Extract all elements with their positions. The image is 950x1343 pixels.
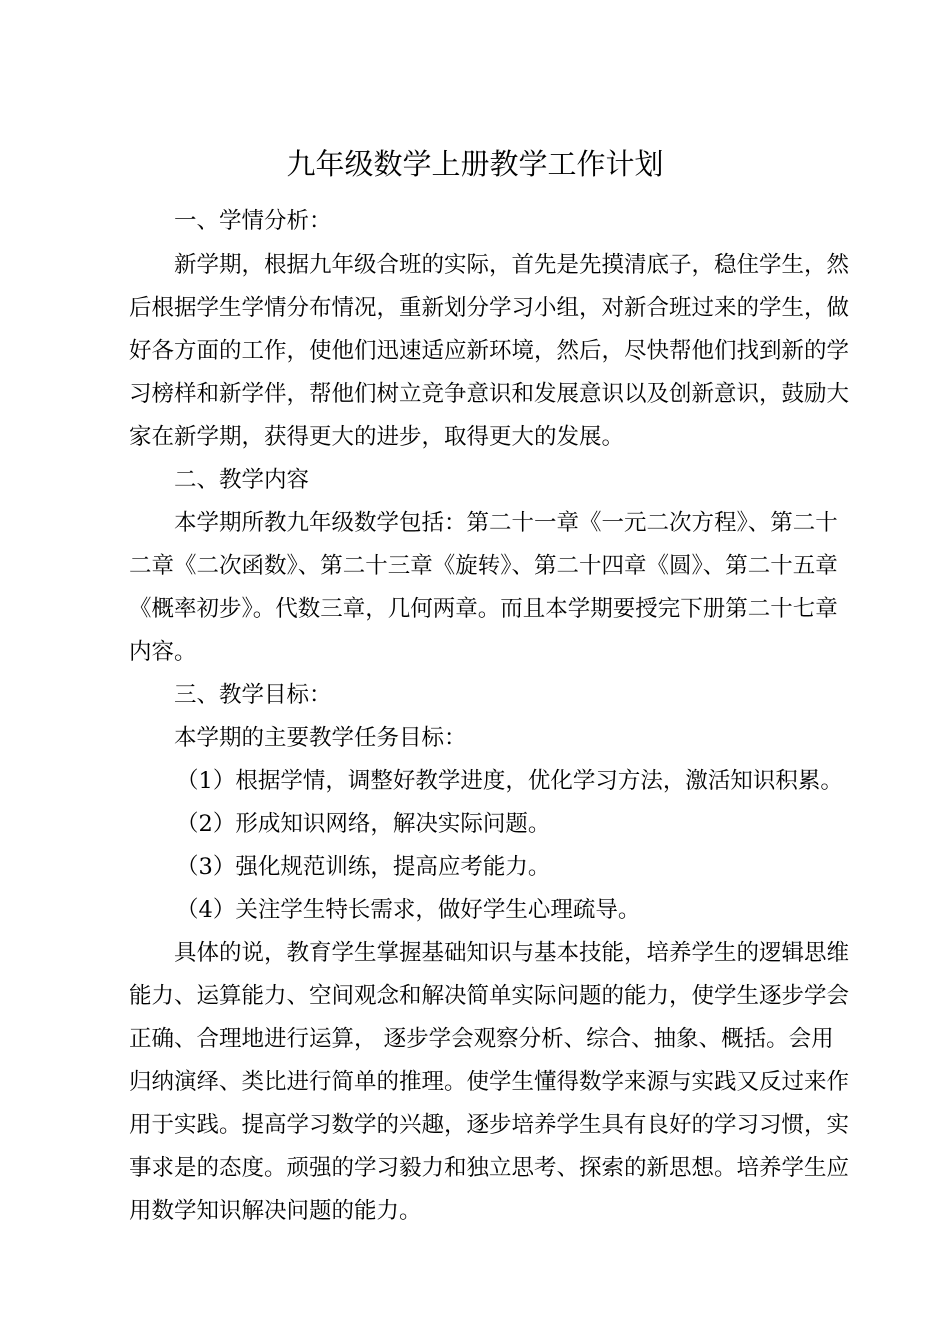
paragraph-line: 二章《二次函数》、第二十三章《旋转》、第二十四章《圆》、第二十五章 [129,553,838,579]
section-heading-learning-analysis: 一、学情分析： [174,208,332,234]
paragraph-line: 后根据学生学情分布情况，重新划分学习小组，对新合班过来的学生，做 [129,295,850,321]
paragraph-line: 正确、合理地进行运算， 逐步学会观察分析、综合、抽象、概括。会用 [129,1026,834,1052]
paragraph-line: 习榜样和新学伴，帮他们树立竞争意识和发展意识以及创新意识，鼓励大 [129,381,850,407]
paragraph-line: 本学期所教九年级数学包括：第二十一章《一元二次方程》、第二十 [174,510,838,536]
paragraph-line: 好各方面的工作，使他们迅速适应新环境，然后，尽快帮他们找到新的学 [129,338,850,364]
goal-item-1: （1）根据学情，调整好教学进度，优化学习方法，激活知识积累。 [176,768,843,794]
paragraph-line: 内容。 [129,639,197,665]
paragraph-line: 能力、运算能力、空间观念和解决简单实际问题的能力，使学生逐步学会 [129,983,850,1009]
document-title: 九年级数学上册教学工作计划 [286,147,664,181]
goal-item-2: （2）形成知识网络，解决实际问题。 [176,811,551,837]
paragraph-line: 用数学知识解决问题的能力。 [129,1198,422,1224]
paragraph-line: 新学期，根据九年级合班的实际，首先是先摸清底子，稳住学生，然 [174,252,850,278]
section-heading-teaching-goals: 三、教学目标： [174,682,332,708]
goal-item-4: （4）关注学生特长需求，做好学生心理疏导。 [176,897,641,923]
paragraph-line: 本学期的主要教学任务目标： [174,725,467,751]
paragraph-line: 归纳演绎、类比进行简单的推理。使学生懂得数学来源与实践又反过来作 [129,1069,850,1095]
paragraph-line: 用于实践。提高学习数学的兴趣，逐步培养学生具有良好的学习习惯，实 [129,1112,850,1138]
paragraph-line: 家在新学期，获得更大的进步，取得更大的发展。 [129,424,625,450]
paragraph-line: 《概率初步》。代数三章，几何两章。而且本学期要授完下册第二十七章 [129,596,838,622]
paragraph-line: 事求是的态度。顽强的学习毅力和独立思考、探索的新思想。培养学生应 [129,1155,850,1181]
section-heading-teaching-content: 二、教学内容 [174,467,310,493]
paragraph-line: 具体的说，教育学生掌握基础知识与基本技能，培养学生的逻辑思维 [174,940,850,966]
goal-item-3: （3）强化规范训练，提高应考能力。 [176,854,551,880]
